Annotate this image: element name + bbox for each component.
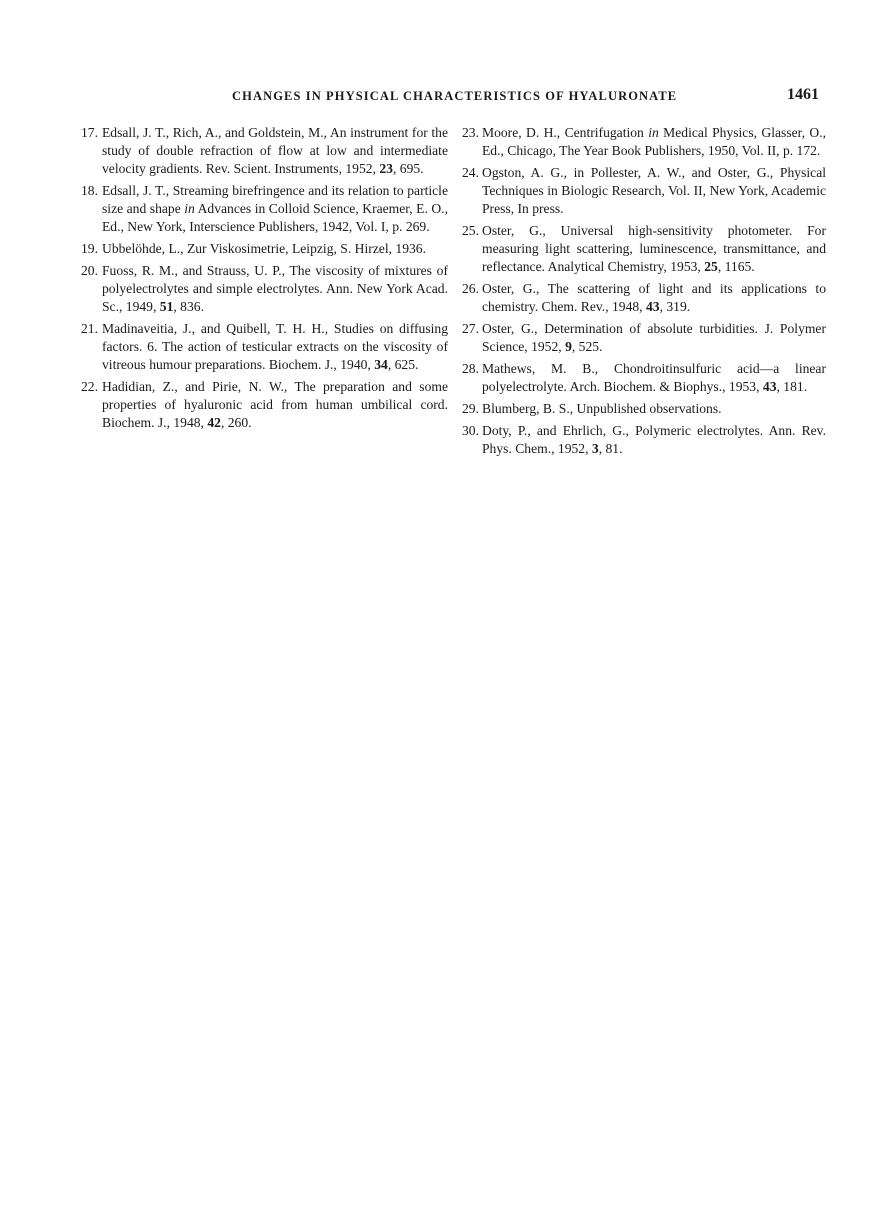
reference-28 bbox=[462, 360, 826, 396]
reference-pages: , 1165. bbox=[717, 259, 755, 274]
reference-volume: 51 bbox=[159, 299, 174, 314]
reference-italic-word: in bbox=[648, 125, 659, 140]
reference-text-cont: Medical Physics, Glasser, O., Ed., Chicago, The Year Book Publishers, 1950, Vol. II, p. 172. bbox=[482, 125, 827, 158]
reference-29 bbox=[462, 400, 826, 418]
reference-text: Hadidian, Z., and Pirie, N. W., The preparation and some properties of hyaluronic acid from human umbilical cord. Biochem. J., 1948, bbox=[102, 379, 448, 430]
reference-volume: 3 bbox=[591, 441, 599, 456]
reference-volume: 42 bbox=[207, 415, 221, 430]
reference-pages: , 836. bbox=[173, 299, 204, 314]
reference-pages: , 81. bbox=[598, 441, 623, 456]
reference-number: 25. bbox=[462, 223, 479, 238]
reference-text: Oster, G., The scattering of light and its applications to chemistry. Chem. Rev., 1948, bbox=[482, 281, 826, 314]
reference-volume: 9 bbox=[565, 339, 572, 354]
reference-number: 23. bbox=[462, 125, 479, 140]
reference-text: Edsall, J. T., Rich, A., and Goldstein, M., An instrument for the study of double refraction of flow at low and intermediate velocity gradients. Rev. Scient. Instruments, 1952, bbox=[102, 125, 448, 176]
reference-number: 19. bbox=[81, 241, 98, 256]
reference-volume: 34 bbox=[374, 357, 388, 372]
reference-18 bbox=[82, 182, 448, 236]
reference-pages: , 525. bbox=[571, 339, 603, 354]
reference-27 bbox=[462, 320, 826, 356]
reference-pages: , 260. bbox=[220, 415, 252, 430]
reference-number: 22. bbox=[81, 379, 98, 394]
references-right-column bbox=[462, 124, 826, 462]
reference-text: Mathews, M. B., Chondroitinsulfuric acid—a linear polyelectrolyte. Arch. Biochem. & Biophys., 1953, bbox=[482, 361, 826, 394]
reference-number: 17. bbox=[81, 125, 98, 140]
reference-pages: , 319. bbox=[659, 299, 691, 314]
reference-23 bbox=[462, 124, 826, 160]
reference-number: 18. bbox=[81, 183, 98, 198]
reference-volume: 43 bbox=[762, 379, 777, 394]
reference-text: Doty, P., and Ehrlich, G., Polymeric electrolytes. Ann. Rev. Phys. Chem., 1952, bbox=[482, 423, 826, 456]
reference-17 bbox=[82, 124, 448, 178]
reference-text: Fuoss, R. M., and Strauss, U. P., The viscosity of mixtures of polyelectrolytes and simple electrolytes. Ann. New York Acad. Sc., 1949, bbox=[102, 263, 448, 314]
reference-26 bbox=[462, 280, 826, 316]
reference-volume: 23 bbox=[379, 161, 393, 176]
reference-number: 29. bbox=[462, 401, 479, 416]
reference-24 bbox=[462, 164, 826, 218]
reference-text: Oster, G., Determination of absolute turbidities. J. Polymer Science, 1952, bbox=[482, 321, 826, 354]
reference-number: 26. bbox=[462, 281, 479, 296]
reference-text: Blumberg, B. S., Unpublished observations. bbox=[482, 401, 722, 416]
reference-number: 28. bbox=[462, 361, 479, 376]
reference-22 bbox=[82, 378, 448, 432]
reference-number: 27. bbox=[462, 321, 479, 336]
reference-number: 21. bbox=[81, 321, 98, 336]
references-left-column bbox=[82, 124, 448, 436]
running-title: CHANGES IN PHYSICAL CHARACTERISTICS OF HYALURONATE bbox=[232, 89, 678, 103]
reference-number: 20. bbox=[81, 263, 98, 278]
reference-number: 24. bbox=[462, 165, 479, 180]
reference-pages: , 181. bbox=[776, 379, 808, 394]
reference-text: Madinaveitia, J., and Quibell, T. H. H., Studies on diffusing factors. 6. The action of testicular extracts on the viscosity of vitreous humour preparations. Biochem. J., 1940, bbox=[102, 321, 448, 372]
reference-25 bbox=[462, 222, 826, 276]
reference-21 bbox=[82, 320, 448, 374]
reference-number: 30. bbox=[462, 423, 479, 438]
reference-text: Ogston, A. G., in Pollester, A. W., and Oster, G., Physical Techniques in Biologic Research, Vol. II, New York, Academic Press, In press. bbox=[482, 165, 826, 216]
reference-text: Moore, D. H., Centrifugation bbox=[482, 125, 649, 140]
reference-volume: 43 bbox=[645, 299, 660, 314]
reference-volume: 25 bbox=[704, 259, 718, 274]
reference-30 bbox=[462, 422, 826, 458]
reference-text: Edsall, J. T., Streaming birefringence and its relation to particle size and shape bbox=[102, 183, 448, 216]
reference-text-cont: Advances in Colloid Science, Kraemer, E. O., Ed., New York, Interscience Publishers, 1942, Vol. I, p. 269. bbox=[102, 201, 448, 234]
reference-20 bbox=[82, 262, 448, 316]
reference-italic-word: in bbox=[184, 201, 195, 216]
reference-pages: , 695. bbox=[392, 161, 424, 176]
reference-19 bbox=[82, 240, 448, 258]
reference-text: Oster, G., Universal high-sensitivity photometer. For measuring light scattering, luminescence, transmittance, and reflectance. Analytical Chemistry, 1953, bbox=[482, 223, 826, 274]
reference-text: Ubbelöhde, L., Zur Viskosimetrie, Leipzig, S. Hirzel, 1936. bbox=[102, 241, 426, 256]
page-number: 1461 bbox=[787, 86, 819, 103]
reference-pages: , 625. bbox=[387, 357, 419, 372]
